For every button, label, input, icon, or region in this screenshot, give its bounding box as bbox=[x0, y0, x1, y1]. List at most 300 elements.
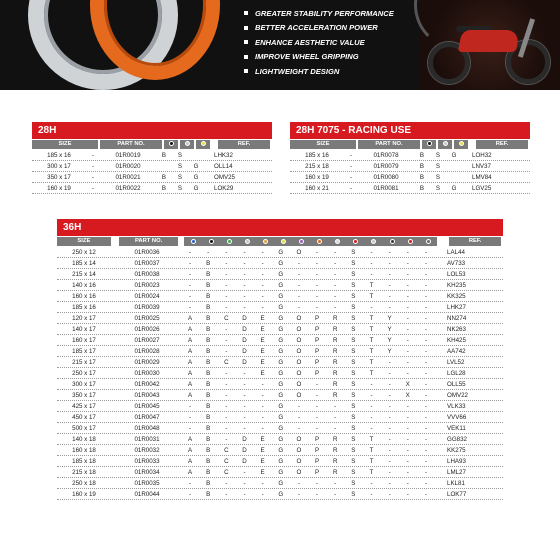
cell-finish: - bbox=[370, 380, 373, 388]
cell-finish: - bbox=[243, 413, 246, 421]
table-body bbox=[32, 150, 272, 194]
cell-finish: - bbox=[406, 457, 409, 465]
cell-ref: LHA93 bbox=[447, 457, 466, 465]
cell-finish: B bbox=[161, 184, 167, 192]
cell-size: 450 x 17 bbox=[72, 413, 96, 421]
cell-finish: G bbox=[278, 259, 284, 267]
cell-finish: S bbox=[351, 303, 356, 311]
cell-finish: - bbox=[424, 490, 427, 498]
cell-finish: - bbox=[261, 424, 264, 432]
table-row bbox=[57, 258, 503, 269]
cell-finish: - bbox=[424, 424, 427, 432]
color-swatch-icon bbox=[191, 239, 196, 244]
cell-size: 350 x 17 bbox=[47, 173, 71, 181]
cell-size: 185 x 18 bbox=[72, 457, 96, 465]
cell-finish: S bbox=[351, 281, 356, 289]
cell-part-no: 01R0039 bbox=[134, 303, 160, 311]
cell-finish: R bbox=[332, 435, 338, 443]
cell-finish: B bbox=[206, 292, 211, 300]
color-swatch-icon bbox=[353, 239, 358, 244]
cell-finish: O bbox=[296, 248, 302, 256]
feature-item: LIGHTWEIGHT DESIGN bbox=[244, 64, 394, 79]
table-title: 36H bbox=[57, 219, 503, 236]
cell-part-no: 01R0035 bbox=[134, 479, 160, 487]
cell-finish: - bbox=[297, 413, 300, 421]
cell-size: 120 x 17 bbox=[72, 314, 96, 322]
cell-finish: S bbox=[177, 162, 183, 170]
cell-finish: - bbox=[225, 490, 228, 498]
cell-finish: O bbox=[296, 325, 302, 333]
table-row bbox=[57, 390, 503, 401]
cell-finish: - bbox=[243, 468, 246, 476]
cell-finish: - bbox=[225, 303, 228, 311]
cell-finish: G bbox=[278, 424, 284, 432]
cell-finish: P bbox=[314, 435, 320, 443]
cell-finish: B bbox=[206, 402, 211, 410]
cell-part-no: 01R0036 bbox=[134, 248, 160, 256]
cell-finish: G bbox=[278, 435, 284, 443]
cell-finishes bbox=[181, 491, 435, 498]
cell-finish: S bbox=[351, 435, 356, 443]
cell-finish: - bbox=[334, 248, 337, 256]
cell-finish: G bbox=[278, 380, 284, 388]
cell-finish: B bbox=[419, 173, 425, 181]
cell-finish: S bbox=[351, 402, 356, 410]
cell-finish: B bbox=[161, 173, 167, 181]
cell-finishes bbox=[181, 480, 435, 487]
cell-finish: S bbox=[351, 325, 356, 333]
cell-part-no: 01R0033 bbox=[134, 457, 160, 465]
cell-finishes bbox=[181, 392, 435, 399]
cell-size: 160 x 16 bbox=[72, 292, 96, 300]
cell-finish: P bbox=[314, 336, 320, 344]
table-row bbox=[290, 150, 530, 161]
cell-size: 250 x 17 bbox=[72, 369, 96, 377]
cell-finish: G bbox=[278, 391, 284, 399]
cell-finish: - bbox=[406, 358, 409, 366]
cell-finishes bbox=[181, 315, 435, 322]
bullet-icon bbox=[244, 11, 248, 15]
col-header-ref: REF. bbox=[476, 140, 528, 149]
cell-finish: - bbox=[388, 490, 391, 498]
cell-finish: - bbox=[406, 402, 409, 410]
cell-finish: - bbox=[388, 402, 391, 410]
feature-item: IMPROVE WHEEL GRIPPING bbox=[244, 50, 394, 65]
cell-finish: S bbox=[351, 314, 356, 322]
cell-finish: - bbox=[189, 479, 192, 487]
cell-finish: - bbox=[388, 303, 391, 311]
table-row bbox=[57, 445, 503, 456]
cell-finish: R bbox=[332, 468, 338, 476]
cell-finish: - bbox=[189, 402, 192, 410]
cell-finish: - bbox=[388, 479, 391, 487]
cell-finish: - bbox=[225, 292, 228, 300]
cell-finish: B bbox=[206, 358, 211, 366]
cell-finish: E bbox=[260, 468, 265, 476]
cell-finish: - bbox=[424, 457, 427, 465]
cell-finish: - bbox=[225, 380, 228, 388]
motorcycle-image bbox=[420, 0, 560, 90]
cell-finish: G bbox=[278, 457, 284, 465]
cell-finish: - bbox=[406, 303, 409, 311]
cell-finish: - bbox=[406, 490, 409, 498]
cell-finish: S bbox=[351, 248, 356, 256]
cell-finish: - bbox=[406, 424, 409, 432]
cell-finish: G bbox=[278, 479, 284, 487]
cell-finish: S bbox=[351, 391, 356, 399]
table-row bbox=[57, 313, 503, 324]
cell-finish: A bbox=[187, 457, 193, 465]
cell-finish: R bbox=[332, 358, 338, 366]
cell-finish: G bbox=[451, 151, 457, 159]
cell-finish: G bbox=[278, 358, 284, 366]
cell-finish: E bbox=[260, 435, 265, 443]
col-header-color bbox=[438, 140, 452, 149]
cell-finish: R bbox=[332, 336, 338, 344]
cell-finish: G bbox=[278, 490, 284, 498]
cell-finish: R bbox=[332, 347, 338, 355]
cell-size: 300 x 17 bbox=[72, 380, 96, 388]
cell-size: 250 x 12 bbox=[72, 248, 96, 256]
cell-finish: - bbox=[316, 391, 319, 399]
cell-finish: O bbox=[296, 435, 302, 443]
cell-part-no: 01R0045 bbox=[134, 402, 160, 410]
cell-ref: LGL28 bbox=[447, 369, 466, 377]
cell-finishes bbox=[181, 326, 435, 333]
cell-finishes bbox=[181, 348, 435, 355]
cell-finish: - bbox=[388, 248, 391, 256]
cell-finish: T bbox=[369, 292, 374, 300]
cell-size: 160 x 17 bbox=[72, 336, 96, 344]
cell-ref: GG832 bbox=[447, 435, 467, 443]
cell-finish: B bbox=[206, 424, 211, 432]
cell-finish: G bbox=[278, 270, 284, 278]
cell-dash: - bbox=[91, 151, 95, 159]
cell-finish: P bbox=[314, 369, 320, 377]
cell-finish: B bbox=[206, 391, 211, 399]
cell-ref: VVV66 bbox=[447, 413, 467, 421]
cell-finish: - bbox=[261, 479, 264, 487]
cell-finish: - bbox=[388, 468, 391, 476]
cell-finish: B bbox=[206, 336, 211, 344]
cell-dash: - bbox=[349, 162, 353, 170]
cell-finish: - bbox=[297, 259, 300, 267]
bullet-icon bbox=[244, 69, 248, 73]
cell-finish: - bbox=[406, 413, 409, 421]
cell-finish: - bbox=[424, 479, 427, 487]
cell-finish: - bbox=[261, 292, 264, 300]
cell-finish: - bbox=[316, 402, 319, 410]
cell-finishes bbox=[181, 337, 435, 344]
cell-finishes bbox=[181, 425, 435, 432]
table-row bbox=[290, 172, 530, 183]
cell-finish: B bbox=[206, 281, 211, 289]
cell-part-no: 01R0032 bbox=[134, 446, 160, 454]
cell-finish: - bbox=[261, 402, 264, 410]
cell-finish: R bbox=[332, 325, 338, 333]
table-row bbox=[32, 183, 272, 194]
cell-finish: B bbox=[206, 314, 211, 322]
cell-finish: G bbox=[278, 281, 284, 289]
cell-part-no: 01R0080 bbox=[373, 173, 399, 181]
cell-finish: S bbox=[351, 457, 356, 465]
cell-finish: - bbox=[334, 424, 337, 432]
cell-finish: - bbox=[225, 424, 228, 432]
cell-finish: P bbox=[314, 358, 320, 366]
cell-finish: - bbox=[225, 435, 228, 443]
table-row bbox=[57, 324, 503, 335]
cell-part-no: 01R0048 bbox=[134, 424, 160, 432]
cell-part-no: 01R0024 bbox=[134, 292, 160, 300]
cell-finish: - bbox=[225, 347, 228, 355]
cell-finish: - bbox=[388, 369, 391, 377]
cell-finish: - bbox=[261, 259, 264, 267]
cell-part-no: 01R0022 bbox=[115, 184, 141, 192]
cell-dash: - bbox=[91, 184, 95, 192]
cell-ref: OLL55 bbox=[447, 380, 466, 388]
cell-finish: - bbox=[243, 402, 246, 410]
cell-finish: R bbox=[332, 380, 338, 388]
cell-finish: A bbox=[187, 369, 193, 377]
color-swatch-icon bbox=[335, 239, 340, 244]
table-row bbox=[57, 456, 503, 467]
col-header-colors bbox=[184, 237, 437, 246]
cell-finish: - bbox=[243, 248, 246, 256]
cell-ref: LOK77 bbox=[447, 490, 467, 498]
cell-finish: - bbox=[370, 402, 373, 410]
table-row bbox=[57, 346, 503, 357]
cell-size: 350 x 17 bbox=[72, 391, 96, 399]
cell-size: 215 x 18 bbox=[305, 162, 329, 170]
cell-finish: B bbox=[419, 184, 425, 192]
cell-finish: - bbox=[316, 248, 319, 256]
cell-ref: LOH32 bbox=[472, 151, 492, 159]
cell-finish: G bbox=[278, 402, 284, 410]
cell-finish: G bbox=[193, 184, 199, 192]
cell-finish: - bbox=[370, 303, 373, 311]
cell-finish: - bbox=[424, 402, 427, 410]
cell-part-no: 01R0020 bbox=[115, 162, 141, 170]
table-row bbox=[290, 161, 530, 172]
cell-finish: P bbox=[314, 446, 320, 454]
cell-finish: - bbox=[388, 457, 391, 465]
cell-finish: P bbox=[314, 457, 320, 465]
cell-size: 215 x 17 bbox=[72, 358, 96, 366]
cell-finish: E bbox=[260, 457, 265, 465]
cell-finish: A bbox=[187, 391, 193, 399]
cell-finish: B bbox=[206, 270, 211, 278]
cell-finish: - bbox=[225, 479, 228, 487]
color-swatch-icon bbox=[245, 239, 250, 244]
cell-finish: - bbox=[388, 446, 391, 454]
color-swatch-icon bbox=[209, 239, 214, 244]
cell-finish: - bbox=[424, 314, 427, 322]
cell-finishes bbox=[181, 414, 435, 421]
cell-finish: - bbox=[370, 424, 373, 432]
cell-finish: - bbox=[243, 259, 246, 267]
cell-finish: - bbox=[225, 325, 228, 333]
cell-finish: - bbox=[189, 259, 192, 267]
table-row bbox=[57, 368, 503, 379]
cell-finishes bbox=[181, 304, 435, 311]
table-row bbox=[57, 489, 503, 500]
cell-finish: - bbox=[370, 479, 373, 487]
cell-finish: - bbox=[243, 424, 246, 432]
cell-finish: S bbox=[435, 151, 441, 159]
cell-finish: S bbox=[351, 347, 356, 355]
cell-finish: S bbox=[351, 490, 356, 498]
cell-finish: - bbox=[261, 380, 264, 388]
cell-finish: D bbox=[242, 347, 247, 355]
cell-size: 215 x 14 bbox=[72, 270, 96, 278]
feature-list bbox=[244, 6, 394, 79]
cell-finish: E bbox=[260, 336, 265, 344]
cell-finish: O bbox=[296, 446, 302, 454]
cell-finish: - bbox=[406, 369, 409, 377]
cell-finish: - bbox=[225, 336, 228, 344]
cell-size: 160 x 21 bbox=[305, 184, 329, 192]
cell-finish: B bbox=[206, 457, 211, 465]
cell-finish: - bbox=[316, 413, 319, 421]
cell-finish: - bbox=[334, 259, 337, 267]
cell-finish: A bbox=[187, 325, 193, 333]
cell-finish: B bbox=[419, 162, 425, 170]
cell-finish: - bbox=[424, 248, 427, 256]
cell-ref: LML27 bbox=[447, 468, 466, 476]
cell-finish: - bbox=[388, 358, 391, 366]
cell-finish: B bbox=[206, 369, 211, 377]
cell-finish: - bbox=[316, 303, 319, 311]
cell-finish: A bbox=[187, 358, 193, 366]
cell-finish: S bbox=[351, 479, 356, 487]
cell-ref: LKL81 bbox=[447, 479, 465, 487]
cell-size: 300 x 17 bbox=[47, 162, 71, 170]
cell-finish: - bbox=[225, 413, 228, 421]
cell-finish: R bbox=[332, 457, 338, 465]
cell-finish: R bbox=[332, 314, 338, 322]
cell-finish: A bbox=[187, 336, 193, 344]
cell-finish: - bbox=[370, 270, 373, 278]
cell-finish: O bbox=[296, 347, 302, 355]
cell-finish: - bbox=[243, 303, 246, 311]
cell-ref: KH425 bbox=[447, 336, 466, 344]
cell-finish: B bbox=[206, 413, 211, 421]
cell-finishes bbox=[181, 403, 435, 410]
cell-finish: - bbox=[406, 281, 409, 289]
cell-finish: Y bbox=[387, 336, 392, 344]
cell-finish: - bbox=[243, 281, 246, 289]
cell-finish: E bbox=[260, 325, 265, 333]
cell-finish: T bbox=[369, 314, 374, 322]
cell-part-no: 01R0044 bbox=[134, 490, 160, 498]
cell-finish: - bbox=[424, 270, 427, 278]
cell-finish: S bbox=[351, 369, 356, 377]
color-swatch-icon bbox=[426, 239, 431, 244]
cell-ref: LHK27 bbox=[447, 303, 466, 311]
color-swatch-icon bbox=[227, 239, 232, 244]
cell-finish: - bbox=[297, 270, 300, 278]
cell-part-no: 01R0034 bbox=[134, 468, 160, 476]
cell-ref: AV733 bbox=[447, 259, 466, 267]
cell-finish: - bbox=[261, 281, 264, 289]
table-row bbox=[57, 467, 503, 478]
cell-finish: - bbox=[334, 270, 337, 278]
cell-finish: - bbox=[370, 413, 373, 421]
cell-dash: - bbox=[349, 173, 353, 181]
cell-finish: O bbox=[296, 457, 302, 465]
table-row bbox=[57, 434, 503, 445]
col-header-part-no: PART NO. bbox=[119, 237, 179, 246]
cell-finish: A bbox=[187, 435, 193, 443]
cell-finish: - bbox=[297, 402, 300, 410]
cell-finish: - bbox=[370, 391, 373, 399]
cell-finish: - bbox=[370, 259, 373, 267]
table-row bbox=[57, 269, 503, 280]
cell-finish: B bbox=[206, 347, 211, 355]
table-title: 28H 7075 - RACING USE bbox=[290, 122, 530, 139]
cell-ref: LVL52 bbox=[447, 358, 465, 366]
cell-finish: C bbox=[224, 457, 229, 465]
cell-part-no: 01R0029 bbox=[134, 358, 160, 366]
cell-size: 250 x 18 bbox=[72, 479, 96, 487]
cell-finish: G bbox=[278, 336, 284, 344]
color-swatch-icon bbox=[299, 239, 304, 244]
cell-finish: - bbox=[406, 270, 409, 278]
table-row bbox=[32, 172, 272, 183]
cell-part-no: 01R0021 bbox=[115, 173, 141, 181]
cell-finish: - bbox=[424, 259, 427, 267]
cell-finish: - bbox=[189, 490, 192, 498]
color-swatch-icon bbox=[371, 239, 376, 244]
cell-ref: LHK32 bbox=[214, 151, 233, 159]
cell-size: 425 x 17 bbox=[72, 402, 96, 410]
cell-finishes bbox=[181, 458, 435, 465]
cell-ref: NN274 bbox=[447, 314, 467, 322]
cell-finish: C bbox=[224, 468, 229, 476]
cell-finish: G bbox=[451, 184, 457, 192]
cell-finish: O bbox=[296, 336, 302, 344]
cell-finish: - bbox=[261, 391, 264, 399]
cell-finish: S bbox=[351, 336, 356, 344]
cell-finish: - bbox=[316, 424, 319, 432]
cell-finish: - bbox=[406, 314, 409, 322]
cell-finish: C bbox=[224, 446, 229, 454]
cell-finish: - bbox=[370, 490, 373, 498]
cell-finish: - bbox=[297, 424, 300, 432]
cell-finish: B bbox=[206, 468, 211, 476]
cell-finish: S bbox=[351, 468, 356, 476]
table-28h-7075 bbox=[290, 122, 530, 194]
cell-finishes bbox=[181, 436, 435, 443]
cell-ref: OMV25 bbox=[214, 173, 235, 181]
cell-finish: - bbox=[189, 303, 192, 311]
cell-part-no: 01R0025 bbox=[134, 314, 160, 322]
cell-finish: - bbox=[225, 259, 228, 267]
cell-finish: - bbox=[316, 259, 319, 267]
bullet-icon bbox=[244, 40, 248, 44]
cell-finish: P bbox=[314, 347, 320, 355]
cell-ref: LNV37 bbox=[472, 162, 491, 170]
cell-finish: - bbox=[334, 413, 337, 421]
cell-finish: - bbox=[243, 369, 246, 377]
cell-finish: S bbox=[435, 184, 441, 192]
color-swatch-icon bbox=[390, 239, 395, 244]
cell-finish: A bbox=[187, 380, 193, 388]
cell-size: 140 x 16 bbox=[72, 281, 96, 289]
cell-finish: - bbox=[424, 369, 427, 377]
cell-finish: R bbox=[332, 369, 338, 377]
cell-finish: - bbox=[406, 435, 409, 443]
